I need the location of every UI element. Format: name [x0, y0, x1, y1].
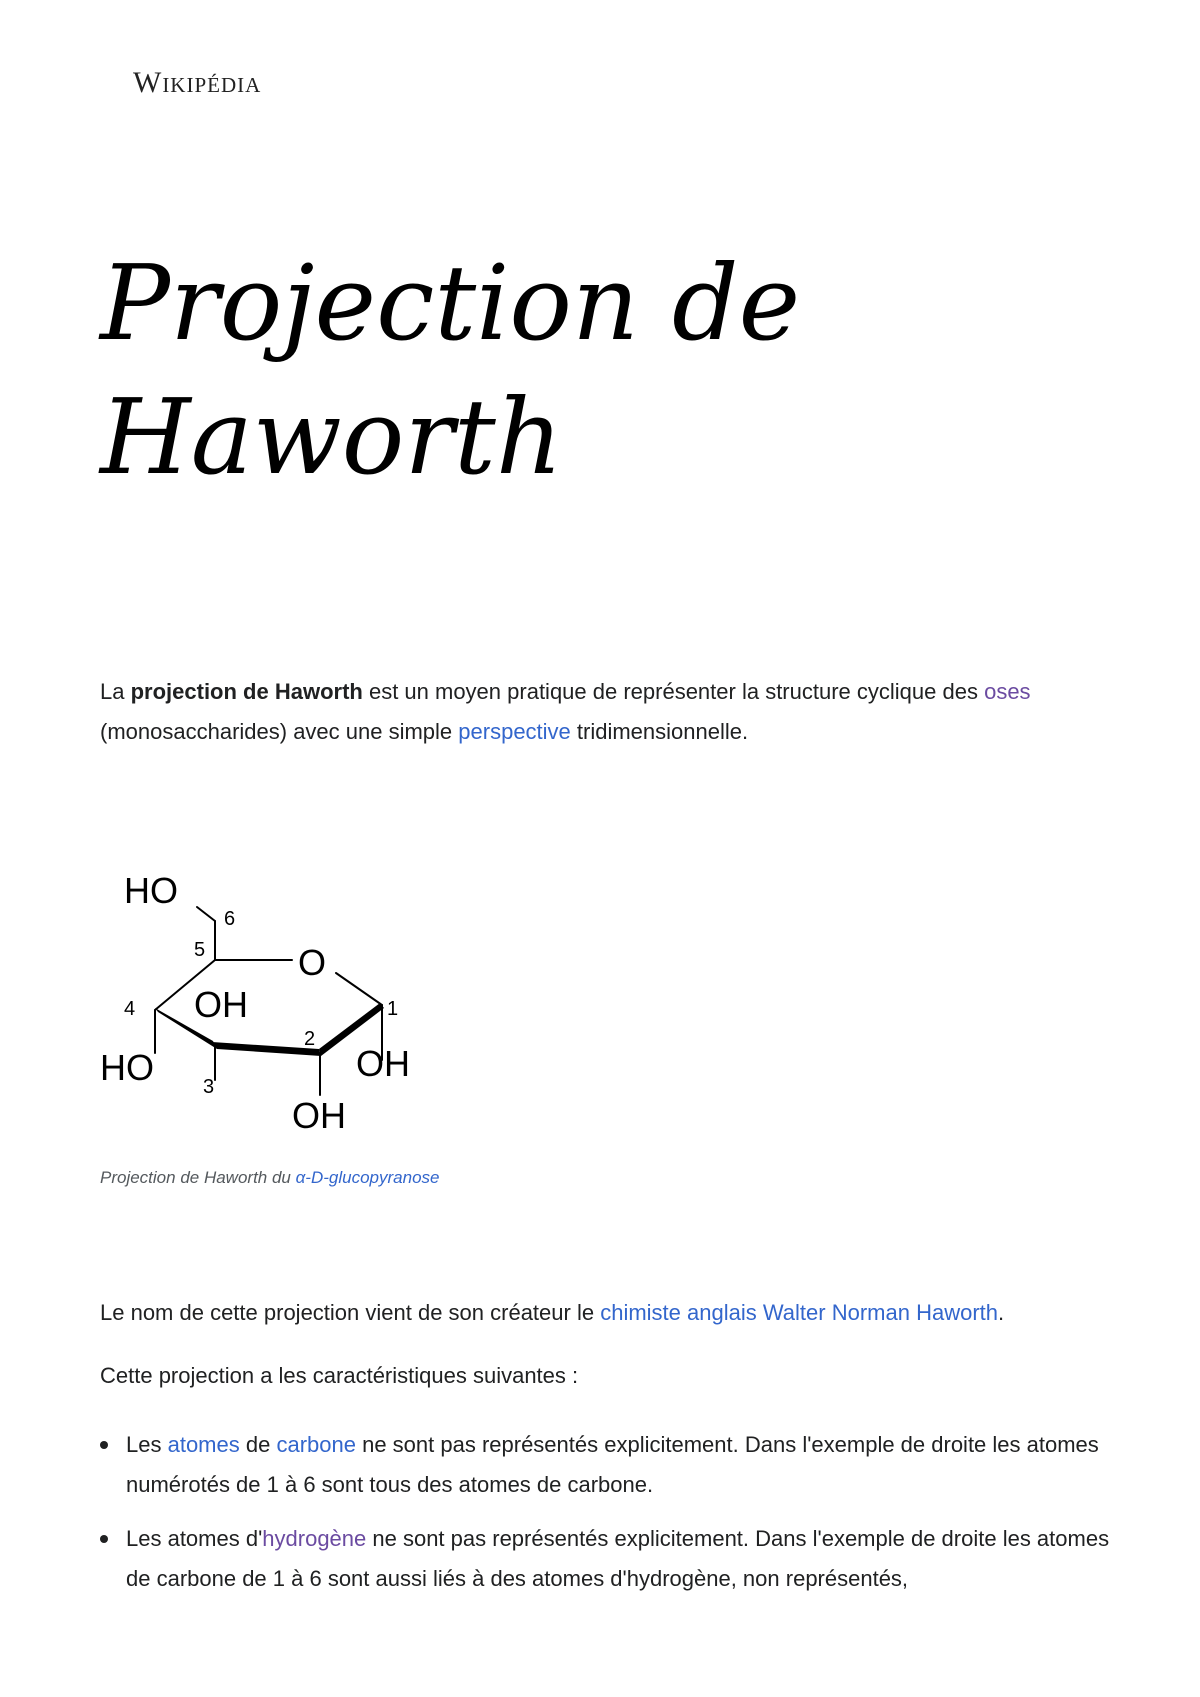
- lead-text-1: La: [100, 679, 131, 704]
- label-ho-left: HO: [100, 1047, 154, 1088]
- characteristics-intro: Cette projection a les caractéristiques suivantes :: [100, 1363, 579, 1388]
- label-carbon-2: 2: [304, 1028, 316, 1050]
- label-carbon-1: 1: [387, 998, 399, 1020]
- label-carbon-3: 3: [203, 1076, 215, 1098]
- lead-paragraph: [100, 672, 1110, 752]
- bullet-icon: [100, 1441, 108, 1449]
- bullet-1-text-2: de: [239, 1432, 277, 1457]
- link-chimiste[interactable]: chimiste: [600, 1300, 681, 1325]
- link-perspective[interactable]: perspective: [458, 719, 571, 744]
- lead-bold-term: projection de Haworth: [130, 679, 363, 704]
- list-item: [100, 1425, 1110, 1505]
- link-oses[interactable]: oses: [984, 679, 1031, 704]
- label-carbon-5: 5: [194, 939, 206, 961]
- label-oh-right: OH: [356, 1043, 410, 1084]
- list-item: [100, 1519, 1110, 1599]
- label-carbon-4: 4: [124, 998, 136, 1020]
- link-carbone[interactable]: carbone: [276, 1432, 356, 1457]
- caption-text: Projection de Haworth du: [100, 1168, 296, 1187]
- bullet-2-text-2: ne sont pas représentés explicitement. Dans l'exemple de droite les atomes de carbone de 1 à 6 sont aussi liés à des atomes d'hydrogène, non représentés,: [126, 1526, 1110, 1591]
- bullet-1-text-3: ne sont pas représentés explicitement. Dans l'exemple de droite les atomes numérotés de 1 à 6 sont tous des atomes de carbone.: [126, 1432, 1099, 1497]
- lead-text-3: (monosaccharides) avec une simple: [100, 719, 459, 744]
- characteristics-list: [100, 1425, 1110, 1613]
- label-ho-top: HO: [124, 870, 178, 911]
- lead-text-2: est un moyen pratique de représenter la structure cyclique des: [362, 679, 985, 704]
- haworth-glucopyranose-figure[interactable]: [100, 855, 460, 1145]
- lead-text-4: tridimensionnelle.: [570, 719, 749, 744]
- name-origin-paragraph: [100, 1293, 1110, 1333]
- link-atomes[interactable]: atomes: [167, 1432, 240, 1457]
- name-text-2: .: [998, 1300, 1005, 1325]
- label-oh-bottom: OH: [292, 1095, 346, 1136]
- label-carbon-6: 6: [224, 908, 236, 930]
- name-text-1: Le nom de cette projection vient de son créateur le: [100, 1300, 601, 1325]
- page-title: Projection de Haworth: [100, 242, 801, 498]
- link-walter-norman-haworth[interactable]: Walter Norman Haworth: [762, 1300, 998, 1325]
- link-anglais[interactable]: anglais: [687, 1300, 757, 1325]
- wedge-bonds: [155, 1003, 384, 1056]
- figure-caption: [100, 1168, 439, 1188]
- wikipedia-logo[interactable]: Wikipédia: [133, 66, 262, 99]
- bullet-1-text-1: Les: [126, 1432, 168, 1457]
- ring-bonds: [155, 907, 382, 1095]
- bullet-2-text-1: Les atomes d': [126, 1526, 263, 1551]
- label-ring-oxygen: O: [298, 942, 327, 983]
- link-glucopyranose[interactable]: α-D-glucopyranose: [295, 1168, 440, 1187]
- label-oh-inner: OH: [194, 984, 248, 1025]
- bullet-icon: [100, 1535, 108, 1543]
- link-hydrogene[interactable]: hydrogène: [262, 1526, 367, 1551]
